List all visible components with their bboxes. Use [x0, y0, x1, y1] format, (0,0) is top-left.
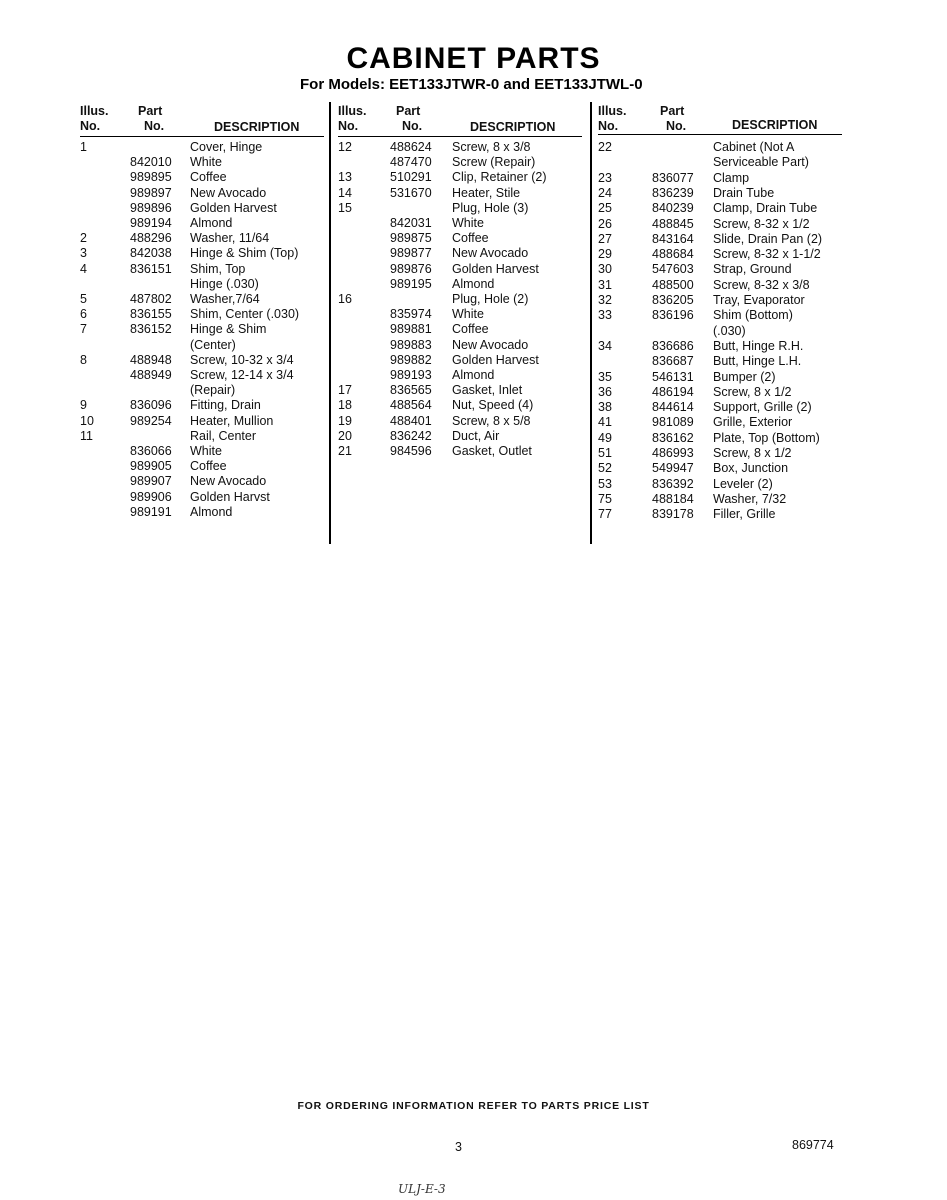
table-row — [338, 170, 588, 185]
part-number: 989895 — [130, 170, 172, 185]
part-number: 547603 — [652, 262, 694, 277]
document-number: 869774 — [792, 1138, 834, 1152]
part-description: Rail, Center — [190, 428, 256, 443]
part-description: Screw, 8 x 3/8 — [452, 140, 531, 154]
part-description: Golden Harvest — [190, 200, 277, 215]
part-number: 843164 — [652, 231, 694, 246]
part-number: 989191 — [130, 504, 172, 519]
table-row — [598, 507, 848, 522]
table-row — [80, 201, 330, 216]
table-row — [338, 231, 588, 246]
part-description: Coffee — [452, 322, 489, 337]
part-number: 842038 — [130, 246, 172, 261]
part-number: 989195 — [390, 276, 432, 291]
part-description: Filler, Grille — [713, 507, 776, 522]
page-subtitle: For Models: EET133JTWR-0 and EET133JTWL-0 — [300, 76, 643, 93]
ordering-note: FOR ORDERING INFORMATION REFER TO PARTS PRICE LIST — [297, 1100, 650, 1112]
table-row — [80, 307, 330, 322]
part-description: Coffee — [452, 231, 489, 246]
part-number: 989193 — [390, 368, 432, 382]
part-number: 486194 — [652, 384, 694, 399]
part-number: 989254 — [130, 413, 172, 428]
part-description: (Center) — [190, 337, 236, 352]
illus-number: 25 — [598, 201, 612, 216]
part-number: 836687 — [652, 354, 694, 369]
part-number: 984596 — [390, 444, 432, 458]
table-row — [598, 247, 848, 262]
table-row — [598, 415, 848, 430]
table-row — [598, 201, 848, 216]
table-row — [338, 155, 588, 170]
table-row — [598, 461, 848, 476]
illus-number: 18 — [338, 398, 352, 413]
part-description: Screw, 12-14 x 3/4 — [190, 368, 294, 382]
column-divider-1 — [329, 102, 331, 544]
illus-number: 35 — [598, 369, 612, 384]
part-number: 989876 — [390, 261, 432, 276]
table-row — [80, 246, 330, 261]
table-row — [598, 400, 848, 415]
part-description: White — [452, 216, 484, 230]
part-description: Shim (Bottom) — [713, 308, 793, 323]
part-description: Screw, 8 x 5/8 — [452, 413, 531, 428]
illus-number: 11 — [80, 428, 93, 443]
table-row — [80, 353, 330, 368]
table-row — [80, 383, 330, 398]
table-row — [598, 232, 848, 247]
part-description: Screw, 8-32 x 1-1/2 — [713, 247, 821, 262]
header-illus: Illus. No. — [598, 104, 627, 133]
part-number: 989877 — [390, 246, 432, 261]
part-description: White — [190, 155, 222, 170]
table-row — [80, 170, 330, 185]
illus-number: 5 — [80, 292, 87, 306]
illus-number: 12 — [338, 140, 352, 154]
part-number: 842031 — [390, 216, 432, 230]
part-description: Fitting, Drain — [190, 398, 261, 413]
table-row — [598, 370, 848, 385]
table-row — [338, 201, 588, 216]
table-row — [80, 368, 330, 383]
part-description: White — [190, 444, 222, 458]
part-description: Duct, Air — [452, 428, 500, 443]
table-row — [338, 216, 588, 231]
header-description: DESCRIPTION — [214, 120, 300, 134]
part-description: New Avocado — [452, 337, 529, 352]
part-description: Serviceable Part) — [713, 155, 809, 170]
part-description: Gasket, Outlet — [452, 444, 532, 458]
part-description: (.030) — [713, 323, 746, 338]
part-number: 840239 — [652, 201, 694, 216]
handwritten-mark: ULJ-E-3 — [398, 1182, 446, 1196]
part-number: 989875 — [390, 231, 432, 246]
part-description: Box, Junction — [713, 461, 789, 476]
part-description: Tray, Evaporator — [713, 293, 805, 307]
part-description: Golden Harvest — [452, 261, 539, 276]
illus-number: 20 — [338, 428, 352, 443]
illus-number: 29 — [598, 247, 612, 262]
part-description: Cabinet (Not A — [713, 140, 795, 154]
table-row — [80, 262, 330, 277]
part-description: Nut, Speed (4) — [452, 398, 534, 413]
part-number: 488684 — [652, 247, 694, 262]
part-number: 836686 — [652, 338, 694, 353]
part-number: 488564 — [390, 398, 432, 413]
illus-number: 22 — [598, 140, 612, 154]
part-description: Cover, Hinge — [190, 140, 263, 154]
illus-number: 26 — [598, 216, 612, 231]
part-number: 487470 — [390, 155, 432, 170]
part-number: 989905 — [130, 459, 172, 474]
part-description: Washer,7/64 — [190, 292, 260, 306]
table-row — [598, 385, 848, 400]
part-number: 836392 — [652, 476, 694, 491]
table-row — [338, 277, 588, 292]
illus-number: 51 — [598, 446, 612, 460]
part-number: 488401 — [390, 413, 432, 428]
table-row — [80, 140, 330, 155]
table-row — [80, 414, 330, 429]
part-description: Hinge (.030) — [190, 276, 259, 291]
part-number: 989194 — [130, 216, 172, 230]
part-number: 488500 — [652, 277, 694, 292]
table-row — [80, 429, 330, 444]
table-row — [598, 431, 848, 446]
illus-number: 6 — [80, 307, 87, 322]
table-row — [80, 505, 330, 520]
illus-number: 3 — [80, 246, 87, 261]
illus-number: 27 — [598, 231, 612, 246]
part-number: 989883 — [390, 337, 432, 352]
part-description: New Avocado — [452, 246, 529, 261]
table-row — [598, 217, 848, 232]
table-row — [598, 186, 848, 201]
part-description: Washer, 7/32 — [713, 491, 787, 506]
table-row — [80, 474, 330, 489]
part-description: Gasket, Inlet — [452, 383, 523, 398]
part-number: 981089 — [652, 415, 694, 430]
part-number: 836152 — [130, 322, 172, 337]
part-number: 844614 — [652, 400, 694, 415]
illus-number: 10 — [80, 413, 94, 428]
page-title: CABINET PARTS — [346, 42, 601, 75]
header-rule — [80, 136, 324, 137]
part-number: 836205 — [652, 293, 694, 307]
illus-number: 14 — [338, 185, 352, 200]
part-description: Screw, 8 x 1/2 — [713, 446, 792, 460]
part-number: 835974 — [390, 307, 432, 322]
part-number: 989881 — [390, 322, 432, 337]
part-number: 836239 — [652, 185, 694, 200]
header-illus: Illus. No. — [80, 104, 109, 133]
part-number: 836151 — [130, 261, 172, 276]
illus-number: 30 — [598, 262, 612, 277]
illus-number: 36 — [598, 384, 612, 399]
part-number: 836196 — [652, 308, 694, 323]
part-number: 510291 — [390, 170, 432, 185]
part-description: Screw (Repair) — [452, 155, 536, 170]
illus-number: 31 — [598, 277, 612, 292]
part-description: Strap, Ground — [713, 262, 792, 277]
table-row — [80, 155, 330, 170]
part-number: 546131 — [652, 369, 694, 384]
part-number: 487802 — [130, 292, 172, 306]
part-number: 989906 — [130, 489, 172, 504]
part-description: Almond — [190, 216, 233, 230]
part-description: Shim, Center (.030) — [190, 307, 300, 322]
part-description: Clamp — [713, 170, 750, 185]
part-description: Coffee — [190, 170, 227, 185]
table-row — [80, 490, 330, 505]
table-row — [80, 292, 330, 307]
table-row — [80, 322, 330, 337]
page-number: 3 — [455, 1140, 462, 1154]
table-row — [338, 140, 588, 155]
illus-number: 52 — [598, 461, 612, 476]
illus-number: 32 — [598, 293, 612, 307]
table-row — [80, 444, 330, 459]
part-description: Butt, Hinge L.H. — [713, 354, 802, 369]
part-description: Plug, Hole (3) — [452, 200, 529, 215]
illus-number: 13 — [338, 170, 352, 185]
table-row — [338, 338, 588, 353]
illus-number: 41 — [598, 415, 612, 430]
table-row — [338, 262, 588, 277]
part-description: Screw, 8-32 x 1/2 — [713, 216, 810, 231]
table-row — [598, 140, 848, 155]
part-number: 486993 — [652, 446, 694, 460]
illus-number: 8 — [80, 352, 87, 367]
part-description: New Avocado — [190, 474, 267, 489]
part-description: Heater, Mullion — [190, 413, 274, 428]
table-row — [80, 338, 330, 353]
table-row — [338, 398, 588, 413]
illus-number: 49 — [598, 430, 612, 445]
table-row — [598, 262, 848, 277]
table-row — [338, 444, 588, 459]
illus-number: 7 — [80, 322, 87, 337]
header-description: DESCRIPTION — [470, 120, 556, 134]
table-row — [598, 171, 848, 186]
illus-number: 16 — [338, 292, 352, 306]
part-description: Drain Tube — [713, 185, 775, 200]
header-part: Part No. — [138, 104, 165, 133]
part-description: Support, Grille (2) — [713, 400, 812, 415]
part-description: Hinge & Shim — [190, 322, 267, 337]
part-description: Bumper (2) — [713, 369, 776, 384]
column-divider-2 — [590, 102, 592, 544]
header-rule — [598, 134, 842, 135]
illus-number: 33 — [598, 308, 612, 323]
part-number: 836242 — [390, 428, 432, 443]
part-number: 989882 — [390, 352, 432, 367]
header-part: Part No. — [660, 104, 687, 133]
table-row — [338, 429, 588, 444]
table-row — [80, 277, 330, 292]
part-description: Almond — [452, 368, 495, 382]
part-description: Golden Harvst — [190, 489, 270, 504]
part-description: Screw, 8-32 x 3/8 — [713, 277, 810, 292]
part-number: 989907 — [130, 474, 172, 489]
part-description: Clamp, Drain Tube — [713, 201, 818, 216]
table-row — [598, 446, 848, 461]
illus-number: 23 — [598, 170, 612, 185]
part-number: 531670 — [390, 185, 432, 200]
table-row — [338, 383, 588, 398]
part-number: 488184 — [652, 491, 694, 506]
illus-number: 38 — [598, 400, 612, 415]
part-description: Screw, 10-32 x 3/4 — [190, 352, 294, 367]
table-row — [598, 339, 848, 354]
table-row — [598, 155, 848, 170]
part-description: Slide, Drain Pan (2) — [713, 231, 823, 246]
table-row — [338, 353, 588, 368]
illus-number: 53 — [598, 476, 612, 491]
illus-number: 21 — [338, 444, 352, 458]
table-row — [338, 322, 588, 337]
table-row — [598, 293, 848, 308]
table-row — [598, 308, 848, 323]
table-row — [338, 186, 588, 201]
part-number: 488845 — [652, 216, 694, 231]
header-part: Part No. — [396, 104, 423, 133]
part-description: Grille, Exterior — [713, 415, 793, 430]
table-row — [598, 477, 848, 492]
illus-number: 75 — [598, 491, 612, 506]
table-row — [338, 292, 588, 307]
header-rule — [338, 136, 582, 137]
part-number: 488624 — [390, 140, 432, 154]
part-description: Heater, Stile — [452, 185, 521, 200]
part-description: Clip, Retainer (2) — [452, 170, 547, 185]
part-number: 839178 — [652, 507, 694, 522]
part-description: Almond — [452, 276, 495, 291]
illus-number: 2 — [80, 231, 87, 246]
part-description: New Avocado — [190, 185, 267, 200]
part-description: White — [452, 307, 484, 322]
table-row — [80, 231, 330, 246]
part-description: Leveler (2) — [713, 476, 773, 491]
part-number: 836565 — [390, 383, 432, 398]
part-number: 989897 — [130, 185, 172, 200]
illus-number: 24 — [598, 185, 612, 200]
part-description: Shim, Top — [190, 261, 246, 276]
part-number: 842010 — [130, 155, 172, 170]
illus-number: 15 — [338, 200, 352, 215]
part-description: Coffee — [190, 459, 227, 474]
part-description: Golden Harvest — [452, 352, 539, 367]
part-description: Almond — [190, 504, 233, 519]
part-number: 836077 — [652, 170, 694, 185]
part-description: Plug, Hole (2) — [452, 292, 529, 306]
table-row — [338, 368, 588, 383]
illus-number: 1 — [80, 140, 87, 154]
table-row — [80, 186, 330, 201]
table-row — [80, 398, 330, 413]
table-row — [598, 324, 848, 339]
part-number: 989896 — [130, 200, 172, 215]
part-description: Plate, Top (Bottom) — [713, 430, 820, 445]
illus-number: 77 — [598, 507, 612, 522]
table-row — [338, 307, 588, 322]
part-number: 488296 — [130, 231, 172, 246]
table-row — [598, 278, 848, 293]
table-row — [338, 414, 588, 429]
table-row — [338, 246, 588, 261]
part-number: 836066 — [130, 444, 172, 458]
illus-number: 4 — [80, 261, 87, 276]
table-row — [80, 216, 330, 231]
header-illus: Illus. No. — [338, 104, 367, 133]
table-row — [598, 354, 848, 369]
part-number: 836096 — [130, 398, 172, 413]
illus-number: 9 — [80, 398, 87, 413]
illus-number: 19 — [338, 413, 352, 428]
illus-number: 34 — [598, 338, 612, 353]
part-description: Screw, 8 x 1/2 — [713, 384, 792, 399]
part-number: 549947 — [652, 461, 694, 476]
table-row — [598, 492, 848, 507]
part-number: 488948 — [130, 352, 172, 367]
header-description: DESCRIPTION — [732, 118, 818, 132]
table-row — [80, 459, 330, 474]
part-description: Washer, 11/64 — [190, 231, 270, 246]
part-description: Hinge & Shim (Top) — [190, 246, 299, 261]
illus-number: 17 — [338, 383, 352, 398]
part-number: 836155 — [130, 307, 172, 322]
part-number: 836162 — [652, 430, 694, 445]
part-number: 488949 — [130, 368, 172, 382]
part-description: (Repair) — [190, 383, 236, 398]
part-description: Butt, Hinge R.H. — [713, 338, 804, 353]
